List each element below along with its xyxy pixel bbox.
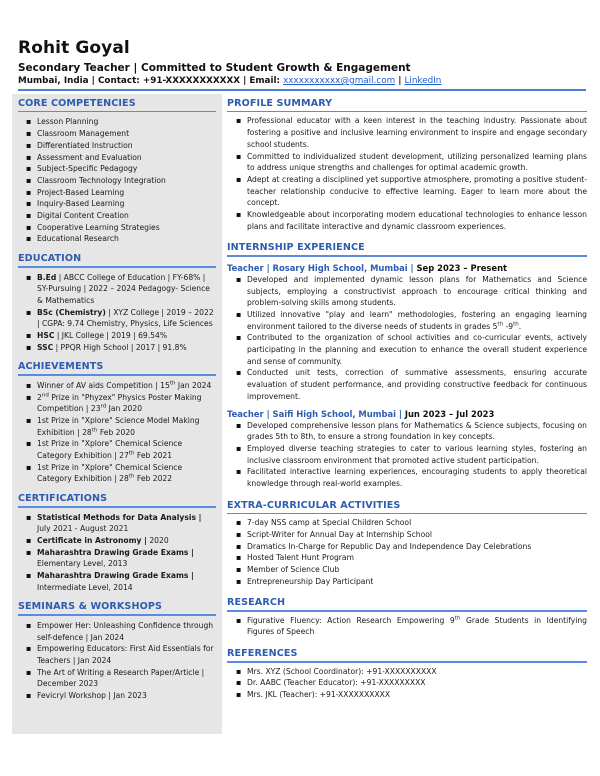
cert-name: Maharashtra Drawing Grade Exams | <box>37 547 194 557</box>
candidate-name: Rohit Goyal <box>18 38 130 58</box>
section-divider <box>18 614 216 615</box>
list-item: ▪ Professional educator with a keen interest in the teaching industry. Passionate about fostering a positive and inclusive learning environment to inspire and engage secondary school students. <box>247 115 587 150</box>
list-item: ▪ Empower Her: Unleashing Confidence through self-defence | Jan 2024 <box>37 620 216 643</box>
degree-details: | JKL College | 2019 | 69.54% <box>54 331 168 341</box>
superscript: th <box>497 321 504 328</box>
text: -9 <box>503 321 514 331</box>
role-dates: Jun 2023 – Jul 2023 <box>401 408 495 419</box>
certifications-list <box>37 512 216 594</box>
text: Feb 2021 <box>134 451 173 461</box>
research-section <box>227 597 587 638</box>
seminars-list <box>37 620 216 702</box>
section-title-seminars: SEMINARS & WORKSHOPS <box>18 601 162 613</box>
degree: BSc (Chemistry) <box>37 307 106 317</box>
list-item: ▪ Assessment and Evaluation <box>37 152 216 164</box>
list-item: ▪ Hosted Talent Hunt Program <box>247 552 587 564</box>
degree: HSC <box>37 331 55 341</box>
text: Jan 2020 <box>106 404 143 414</box>
degree-details: | ABCC College of Education | FY-68% | SY-Pursuing | 2022 – 2024 Pedagogy- Science & Mathematics <box>37 272 210 305</box>
section-divider <box>227 661 587 662</box>
list-item: ▪ Developed and implemented dynamic lesson plans for Mathematics and Science subjects, employing a constructivist approach to encourage critical thinking and problem-solving skills among students. <box>247 274 587 309</box>
section-divider <box>227 513 587 514</box>
text: Feb 2020 <box>97 427 136 437</box>
references-list <box>247 666 587 701</box>
text: Figurative Fluency: Action Research Empowering 9 <box>247 615 455 625</box>
profile-summary-section <box>227 98 587 232</box>
section-divider <box>227 111 587 112</box>
contact-info: Mumbai, India | Contact: +91-XXXXXXXXXXX | Email: <box>18 76 284 86</box>
tagline: Secondary Teacher | Committed to Student Growth & Engagement <box>18 62 411 74</box>
list-item: ▪ Educational Research <box>37 233 216 245</box>
degree-details: | XYZ College | 2019 – 2022 | CGPA: 9.74 Chemistry, Physics, Life Sciences <box>37 307 214 329</box>
text: Grade Students in Identifying Figures of Speech <box>247 615 587 637</box>
role-duties-list <box>247 274 587 403</box>
list-item: ▪ Project-Based Learning <box>37 187 216 199</box>
list-item: ▪ Entrepreneurship Day Participant <box>247 576 587 588</box>
list-item <box>37 330 216 342</box>
list-item: ▪ Facilitated interactive learning experiences, encouraging students to apply theoretical knowledge through real-world examples. <box>247 466 587 489</box>
superscript: th <box>128 450 135 457</box>
cert-details: Intermediate Level, 2014 <box>37 582 133 592</box>
extra-list <box>247 517 587 587</box>
superscript: th <box>169 380 176 387</box>
role-heading <box>227 263 587 273</box>
achievements-list <box>37 380 216 485</box>
role-heading <box>227 409 587 419</box>
section-divider <box>18 266 216 267</box>
superscript: th <box>454 615 461 622</box>
list-item: ▪ Differentiated Instruction <box>37 140 216 152</box>
degree: B.Ed <box>37 272 57 282</box>
achievements-section <box>12 361 222 485</box>
extra-curricular-section <box>227 500 587 588</box>
list-item <box>37 438 216 461</box>
section-title-references: REFERENCES <box>227 648 298 660</box>
research-list <box>247 615 587 638</box>
section-title-education: EDUCATION <box>18 253 82 265</box>
resume-header <box>18 38 586 86</box>
profile-list <box>247 115 587 232</box>
superscript: th <box>513 321 519 328</box>
list-item: ▪ Mrs. XYZ (School Coordinator): +91-XXXXXXXXXX <box>247 666 587 678</box>
list-item: ▪ Mrs. JKL (Teacher): +91-XXXXXXXXXX <box>247 689 587 701</box>
degree-details: | PPQR High School | 2017 | 91.8% <box>53 342 187 352</box>
list-item <box>37 547 216 570</box>
role-duties-list <box>247 420 587 490</box>
list-item <box>37 307 216 330</box>
list-item: ▪ Cooperative Learning Strategies <box>37 222 216 234</box>
text: . <box>518 321 522 331</box>
cert-details: July 2021 - August 2021 <box>37 524 129 534</box>
degree: SSC <box>37 342 54 352</box>
list-item: ▪ 7-day NSS camp at Special Children School <box>247 517 587 529</box>
list-item: ▪ Subject-Specific Pedagogy <box>37 163 216 175</box>
text: Prize in "Phyzex" Physics Poster Making Competition | 23 <box>37 392 202 414</box>
list-item: ▪ Adept at creating a disciplined yet supportive atmosphere, promoting a positive student-teacher relationship conducive to effective learning. Eager to learn more about the concept. <box>247 174 587 209</box>
list-item: ▪ Employed diverse teaching strategies to cater to various learning styles, fostering an inclusive classroom environment that promoted active student participation. <box>247 443 587 466</box>
text: 1st Prize in "Xplore" Chemical Science Category Exhibition | 28 <box>37 462 183 484</box>
superscript: nd <box>41 392 49 398</box>
section-divider <box>18 111 216 112</box>
list-item <box>37 462 216 485</box>
contact-line <box>18 76 586 86</box>
text: 1st Prize in "Xplore" Chemical Science Category Exhibition | 27 <box>37 439 183 461</box>
list-item: ▪ Committed to individualized student development, utilizing personalized learning plans to address unique strengths and challenges for optimal academic growth. <box>247 151 587 174</box>
list-item <box>37 535 216 547</box>
certifications-section <box>12 493 222 593</box>
education-list <box>37 272 216 354</box>
section-divider <box>227 610 587 611</box>
section-title-achievements: ACHIEVEMENTS <box>18 361 104 373</box>
section-divider <box>227 255 587 256</box>
section-title-core: CORE COMPETENCIES <box>18 98 136 109</box>
list-item: ▪ Inquiry-Based Learning <box>37 198 216 210</box>
list-item <box>247 309 587 332</box>
education-section <box>12 253 222 353</box>
list-item: ▪ Script-Writer for Annual Day at Internship School <box>247 529 587 541</box>
list-item: ▪ Fevicryl Workshop | Jan 2023 <box>37 690 216 702</box>
left-sidebar <box>12 94 222 734</box>
email-link[interactable]: xxxxxxxxxxx@gmail.com <box>283 76 396 86</box>
list-item <box>37 392 216 415</box>
section-title-extra: EXTRA-CURRICULAR ACTIVITIES <box>227 499 401 511</box>
text: Feb 2022 <box>134 474 173 484</box>
section-divider <box>18 506 216 507</box>
list-item <box>37 415 216 438</box>
cert-details: Elementary Level, 2013 <box>37 559 128 569</box>
list-item: ▪ Classroom Technology Integration <box>37 175 216 187</box>
list-item: ▪ Member of Science Club <box>247 564 587 576</box>
text: Winner of AV aids Competition | 15 <box>37 380 170 390</box>
cert-details: 2020 <box>146 535 169 545</box>
list-item: ▪ Knowledgeable about incorporating modern educational technologies to enhance lesson plans and facilitate interactive and dynamic classroom experiences. <box>247 209 587 232</box>
text: Utilized innovative "play and learn" methodologies, fostering an engaging learning environment tailored to the diverse needs of students in grades 5 <box>247 309 587 331</box>
list-item: ▪ Dramatics In-Charge for Republic Day and Independence Day Celebrations <box>247 541 587 553</box>
section-title-certifications: CERTIFICATIONS <box>18 493 108 505</box>
list-item: ▪ Dr. AABC (Teacher Educator): +91-XXXXXXXXX <box>247 677 587 689</box>
cert-name: Statistical Methods for Data Analysis | <box>37 512 202 522</box>
contact-separator: | <box>395 76 405 86</box>
internship-section <box>227 242 587 489</box>
list-item: ▪ Contributed to the organization of school activities and co-curricular events, actively participating in the planning and execution to enhance the overall student experience and sense of community. <box>247 332 587 367</box>
section-title-profile: PROFILE SUMMARY <box>227 98 333 109</box>
list-item <box>37 380 216 392</box>
cert-name: Certificate in Astronomy | <box>37 535 147 545</box>
list-item: ▪ Lesson Planning <box>37 116 216 128</box>
core-list <box>37 116 216 245</box>
section-title-internship: INTERNSHIP EXPERIENCE <box>227 242 365 254</box>
section-divider <box>18 374 216 375</box>
list-item: ▪ Conducted unit tests, correction of summative assessments, ensuring accurate evaluation of student performance, and providing constructive feedback for continuous improvement. <box>247 367 587 402</box>
list-item <box>37 570 216 593</box>
linkedin-link[interactable]: LinkedIn <box>404 76 442 86</box>
header-divider <box>18 89 586 91</box>
superscript: th <box>128 473 135 480</box>
list-item <box>37 342 216 354</box>
seminars-section <box>12 601 222 701</box>
role-title: Teacher | Saifi High School, Mumbai | <box>227 408 402 419</box>
role-dates: Sep 2023 – Present <box>413 262 508 273</box>
superscript: th <box>91 427 98 434</box>
list-item: ▪ Digital Content Creation <box>37 210 216 222</box>
main-column <box>227 94 587 701</box>
text: Jan 2024 <box>175 380 212 390</box>
list-item: ▪ Empowering Educators: First Aid Essentials for Teachers | Jan 2024 <box>37 643 216 666</box>
text: 2 <box>37 392 42 402</box>
list-item: ▪ Classroom Management <box>37 128 216 140</box>
text: 1st Prize in "Xplore" Science Model Making Exhibition | 28 <box>37 415 200 437</box>
section-title-research: RESEARCH <box>227 597 286 609</box>
list-item: ▪ Developed comprehensive lesson plans for Mathematics & Science subjects, focusing on grades 5th to 8th, to ensure a strong foundation in key concepts. <box>247 420 587 443</box>
core-competencies-section <box>12 98 222 245</box>
references-section <box>227 648 587 701</box>
list-item: ▪ The Art of Writing a Research Paper/Article | December 2023 <box>37 667 216 690</box>
list-item <box>247 615 587 638</box>
role-title: Teacher | Rosary High School, Mumbai | <box>227 262 414 273</box>
superscript: rd <box>100 403 107 410</box>
list-item <box>37 512 216 535</box>
cert-name: Maharashtra Drawing Grade Exams | <box>37 571 194 581</box>
list-item <box>37 272 216 307</box>
